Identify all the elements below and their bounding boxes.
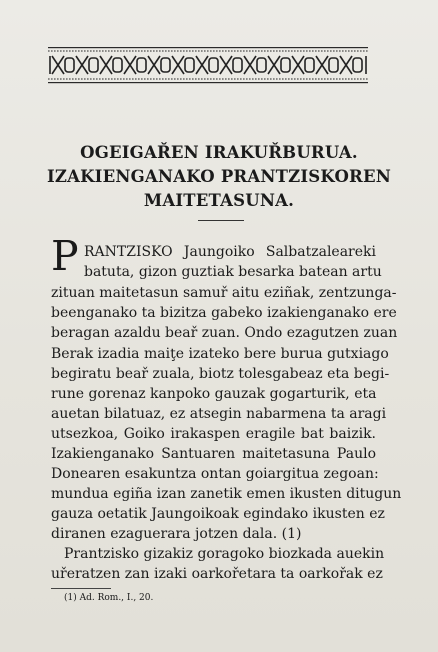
paragraph-line: Berak izadia maiţe izateko bere burua gutxiago <box>51 346 389 362</box>
paragraph-line: uřeratzen zan izaki oarkořetara ta oarkořak ez <box>51 566 383 582</box>
paragraph-line: beragan azaldu beař zuan. Ondo ezagutzen zuan <box>51 325 398 341</box>
paragraph-line: zituan maitetasun samuř aitu eziñak, zentzunga- <box>51 285 397 301</box>
paragraph-line: Prantzisko gizakiz goragoko biozkada auekin <box>64 546 385 562</box>
paragraph-line: utsezkoa, Goiko irakaspen eragile bat baizik. <box>51 426 376 442</box>
footnote-rule <box>51 588 111 589</box>
paragraph-line: rune gorenaz kanpoko gauzak gogarturik, eta <box>51 386 377 402</box>
paragraph-line: mundua egiña izan zanetik emen ikusten ditugun <box>51 486 402 502</box>
paragraph-line: auetan bilatuaz, ez atsegin nabarmena ta aragi <box>51 406 387 422</box>
chapter-title: OGEIGAŘEN IRAKUŘBURUA. <box>80 143 358 162</box>
decorative-ornament-band <box>48 46 368 84</box>
title-rule <box>198 220 244 221</box>
paragraph-line: diranen ezaguerara jotzen dala. (1) <box>51 526 302 542</box>
drop-cap: P <box>51 232 79 280</box>
paragraph-line: RANTZISKO Jaungoiko Salbatzaleareki <box>84 244 376 260</box>
chapter-subtitle-line-1: IZAKIENGANAKO PRANTZISKOREN <box>46 167 392 186</box>
paragraph-line: batuta, gizon guztiak besarka batean artu <box>84 264 382 280</box>
paragraph-line: Donearen esakuntza ontan goiargitua zegoan: <box>51 466 379 482</box>
paragraph-line: Izakienganako Santuaren maitetasuna Paulo <box>51 446 376 462</box>
paragraph-line: beenganako ta bizitza gabeko izakienganako ere <box>51 305 397 321</box>
footnote: (1) Ad. Rom., I., 20. <box>64 593 154 603</box>
paragraph-line: gauza oetatik Jaungoikoak egindako ikusten ez <box>51 506 385 522</box>
paragraph-line: begiratu beař zuala, biotz tolesgabeaz eta begi- <box>51 366 390 382</box>
chapter-subtitle-line-2: MAITETASUNA. <box>143 191 295 210</box>
